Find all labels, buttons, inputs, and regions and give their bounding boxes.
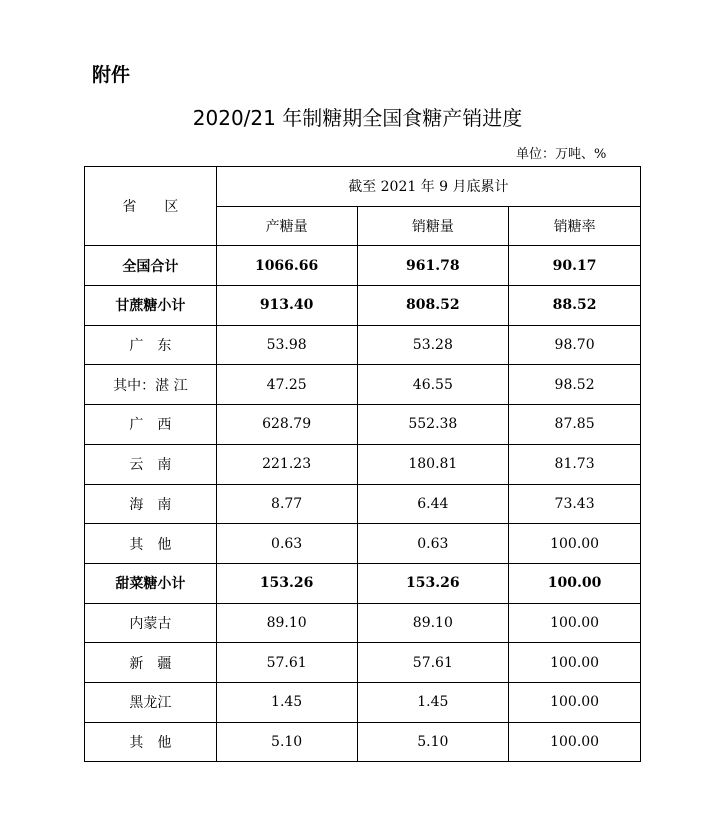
table-row <box>85 365 641 405</box>
region-cell: 内蒙古 <box>85 603 217 643</box>
rate-cell: 88.52 <box>509 286 641 326</box>
rate-cell: 73.43 <box>509 484 641 524</box>
production-cell: 0.63 <box>216 524 357 564</box>
region-cell: 甜菜糖小计 <box>85 563 217 603</box>
sales-cell: 808.52 <box>357 286 509 326</box>
production-cell: 8.77 <box>216 484 357 524</box>
attachment-label: 附件 <box>92 64 131 86</box>
region-cell: 全国合计 <box>85 246 217 286</box>
production-cell: 1.45 <box>216 682 357 722</box>
table-row <box>85 563 641 603</box>
rate-cell: 100.00 <box>509 682 641 722</box>
sales-cell: 1.45 <box>357 682 509 722</box>
sales-cell: 46.55 <box>357 365 509 405</box>
region-cell: 黑龙江 <box>85 682 217 722</box>
rate-cell: 81.73 <box>509 444 641 484</box>
province-header: 省 区 <box>85 167 217 246</box>
region-cell: 海 南 <box>85 484 217 524</box>
production-cell: 53.98 <box>216 325 357 365</box>
sales-cell: 0.63 <box>357 524 509 564</box>
table-row <box>85 246 641 286</box>
table-row <box>85 484 641 524</box>
rate-cell: 90.17 <box>509 246 641 286</box>
sales-cell: 57.61 <box>357 643 509 683</box>
region-cell: 广 西 <box>85 405 217 445</box>
table-row <box>85 603 641 643</box>
rate-cell: 100.00 <box>509 524 641 564</box>
table-row <box>85 444 641 484</box>
sales-cell: 180.81 <box>357 444 509 484</box>
production-cell: 57.61 <box>216 643 357 683</box>
rate-cell: 100.00 <box>509 603 641 643</box>
region-cell: 新 疆 <box>85 643 217 683</box>
rate-cell: 98.52 <box>509 365 641 405</box>
table-row <box>85 524 641 564</box>
sales-cell: 552.38 <box>357 405 509 445</box>
rate-cell: 100.00 <box>509 563 641 603</box>
rate-cell: 100.00 <box>509 643 641 683</box>
sales-cell: 153.26 <box>357 563 509 603</box>
table-row <box>85 722 641 762</box>
production-cell: 47.25 <box>216 365 357 405</box>
region-cell: 其 他 <box>85 722 217 762</box>
table-row <box>85 682 641 722</box>
header-row <box>85 167 641 207</box>
table-row <box>85 643 641 683</box>
region-cell: 广 东 <box>85 325 217 365</box>
production-cell: 913.40 <box>216 286 357 326</box>
period-header: 截至 2021 年 9 月底累计 <box>216 167 640 207</box>
sales-cell: 5.10 <box>357 722 509 762</box>
sugar-progress-table <box>84 166 641 762</box>
rate-cell: 98.70 <box>509 325 641 365</box>
table-row <box>85 286 641 326</box>
production-cell: 628.79 <box>216 405 357 445</box>
sales-cell: 89.10 <box>357 603 509 643</box>
sales-cell: 6.44 <box>357 484 509 524</box>
table-row <box>85 325 641 365</box>
sales-cell: 53.28 <box>357 325 509 365</box>
region-cell: 甘蔗糖小计 <box>85 286 217 326</box>
production-cell: 1066.66 <box>216 246 357 286</box>
region-cell: 云 南 <box>85 444 217 484</box>
sales-cell: 961.78 <box>357 246 509 286</box>
production-cell: 89.10 <box>216 603 357 643</box>
col-header-rate: 销糖率 <box>509 206 641 246</box>
rate-cell: 100.00 <box>509 722 641 762</box>
production-cell: 5.10 <box>216 722 357 762</box>
production-cell: 221.23 <box>216 444 357 484</box>
region-cell: 其 他 <box>85 524 217 564</box>
region-cell: 其中：湛 江 <box>85 365 217 405</box>
unit-label: 单位：万吨、% <box>516 147 607 162</box>
table-row <box>85 405 641 445</box>
production-cell: 153.26 <box>216 563 357 603</box>
rate-cell: 87.85 <box>509 405 641 445</box>
col-header-sales: 销糖量 <box>357 206 509 246</box>
col-header-production: 产糖量 <box>216 206 357 246</box>
page-title: 2020/21 年制糖期全国食糖产销进度 <box>192 106 523 130</box>
